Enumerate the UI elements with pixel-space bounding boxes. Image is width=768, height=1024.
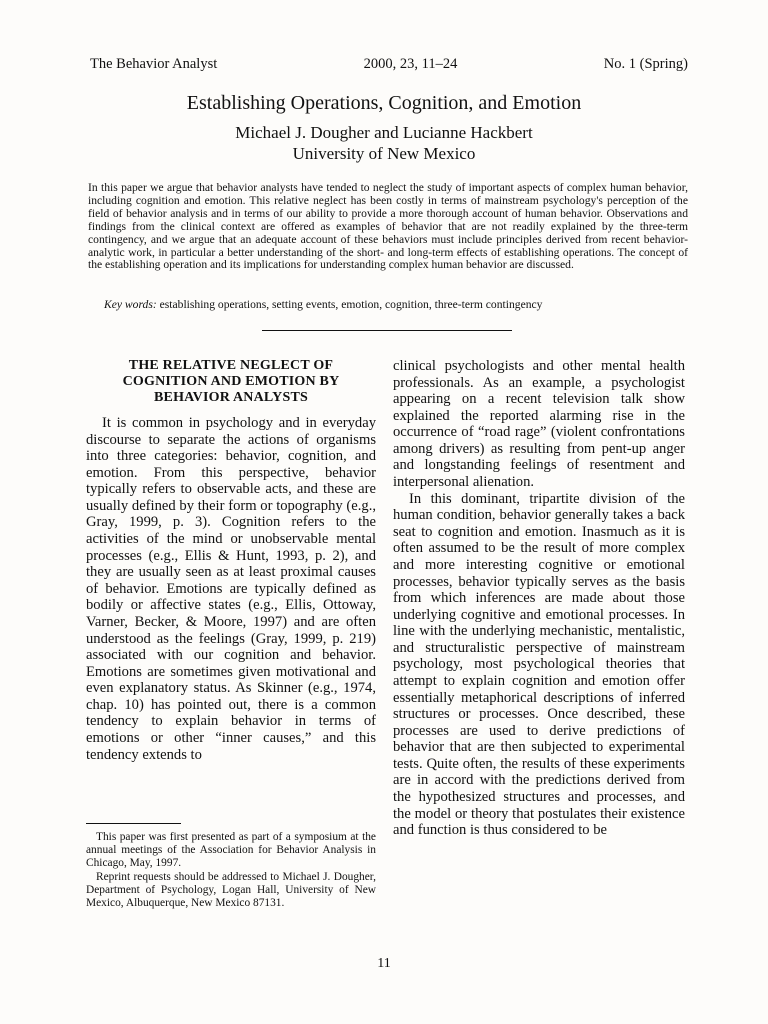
- left-column: [86, 358, 376, 763]
- issue-label: No. 1 (Spring): [603, 55, 688, 72]
- abstract: In this paper we argue that behavior analysts have tended to neglect the study of important aspects of complex human behavior, including cognition and emotion. This relative neglect has been costly in terms of mainstream psychology's perception of the field of behavior analysis and in terms of our ability to provide a more thorough account of human behavior. Observations and findings from the clinical context are offered as examples of behavior that are not readily explained by the three-term contingency, and we argue that an adequate account of these behaviors must include principles derived from recent behavior-analytic work, in particular a better understanding of the short- and long-term effects of establishing operations. The concept of the establishing operation and its implications for understanding complex human behavior are discussed.: [88, 181, 688, 272]
- footnote-divider: [86, 823, 181, 824]
- affiliation: University of New Mexico: [292, 144, 476, 163]
- footnote: Reprint requests should be addressed to Michael J. Dougher, Department of Psychology, Logan Hall, University of New Mexico, Albuquerque, New Mexico 87131.: [86, 871, 376, 909]
- footnotes: [86, 831, 376, 911]
- page-number: 11: [377, 956, 391, 971]
- footnote: This paper was first presented as part of a symposium at the annual meetings of the Association for Behavior Analysis in Chicago, May, 1997.: [86, 831, 376, 869]
- right-column: [393, 358, 685, 839]
- running-header: [90, 54, 688, 74]
- section-divider: [262, 330, 512, 331]
- body-paragraph: In this dominant, tripartite division of the human condition, behavior generally takes a back seat to cognition and emotion. Inasmuch as it is often assumed to be the result of more complex and more interesting cognitive or emotional processes, behavior typically serves as the basis from which inferences are made about those underlying cognitive and emotional processes. In line with the underlying mechanistic, mentalistic, and structuralistic perspective of mainstream psychology, most psychological theories that attempt to explain cognition and emotion offer essentially metaphorical descriptions of inferred structures or processes. Once described, these processes are used to derive predictions of behavior that are then subjected to experimental tests. Quite often, the results of these experiments are in accord with the predictions derived from the hypothesized structures and processes, and the model or theory that postulates their existence and function is thus considered to be: [393, 490, 685, 839]
- body-paragraph: clinical psychologists and other mental health professionals. As an example, a psychologist appearing on a recent television talk show explained the reported alarming rise in the occurrence of “road rage” (violent confrontations among drivers) as resulting from pent-up anger and longstanding feelings of resentment and interpersonal alienation.: [393, 358, 685, 491]
- article-title: Establishing Operations, Cognition, and Emotion: [186, 92, 582, 114]
- body-paragraph: It is common in psychology and in everyday discourse to separate the actions of organisms into three categories: behavior, cognition, and emotion. From this perspective, behavior typically refers to observable acts, and these are usually defined by their form or topography (e.g., Gray, 1999, p. 3). Cognition refers to the activities of the mind or unobservable mental processes (e.g., Ellis & Hunt, 1993, p. 2), and they are usually seen as at least proximal causes of behavior. Emotions are typically defined as bodily or affective states (e.g., Ellis, Ottoway, Varner, Becker, & Moore, 1997) and are often understood as the feelings (Gray, 1999, p. 219) associated with our cognition and behavior. Emotions are sometimes given motivational and even explanatory status. As Skinner (e.g., 1974, chap. 10) has pointed out, there is a common tendency to explain behavior in terms of emotions or other “inner causes,” and this tendency extends to: [86, 415, 376, 763]
- keywords: [88, 298, 688, 311]
- author-names: Michael J. Dougher and Lucianne Hackbert: [235, 123, 533, 142]
- section-heading: THE RELATIVE NEGLECT OF COGNITION AND EMOTION BY BEHAVIOR ANALYSTS: [122, 358, 340, 405]
- keywords-text: establishing operations, setting events, emotion, cognition, three-term contingency: [159, 298, 543, 311]
- keywords-label: Key words:: [104, 298, 157, 311]
- citation: 2000, 23, 11–24: [363, 55, 458, 72]
- journal-name: The Behavior Analyst: [90, 55, 218, 72]
- author-block: [0, 122, 768, 164]
